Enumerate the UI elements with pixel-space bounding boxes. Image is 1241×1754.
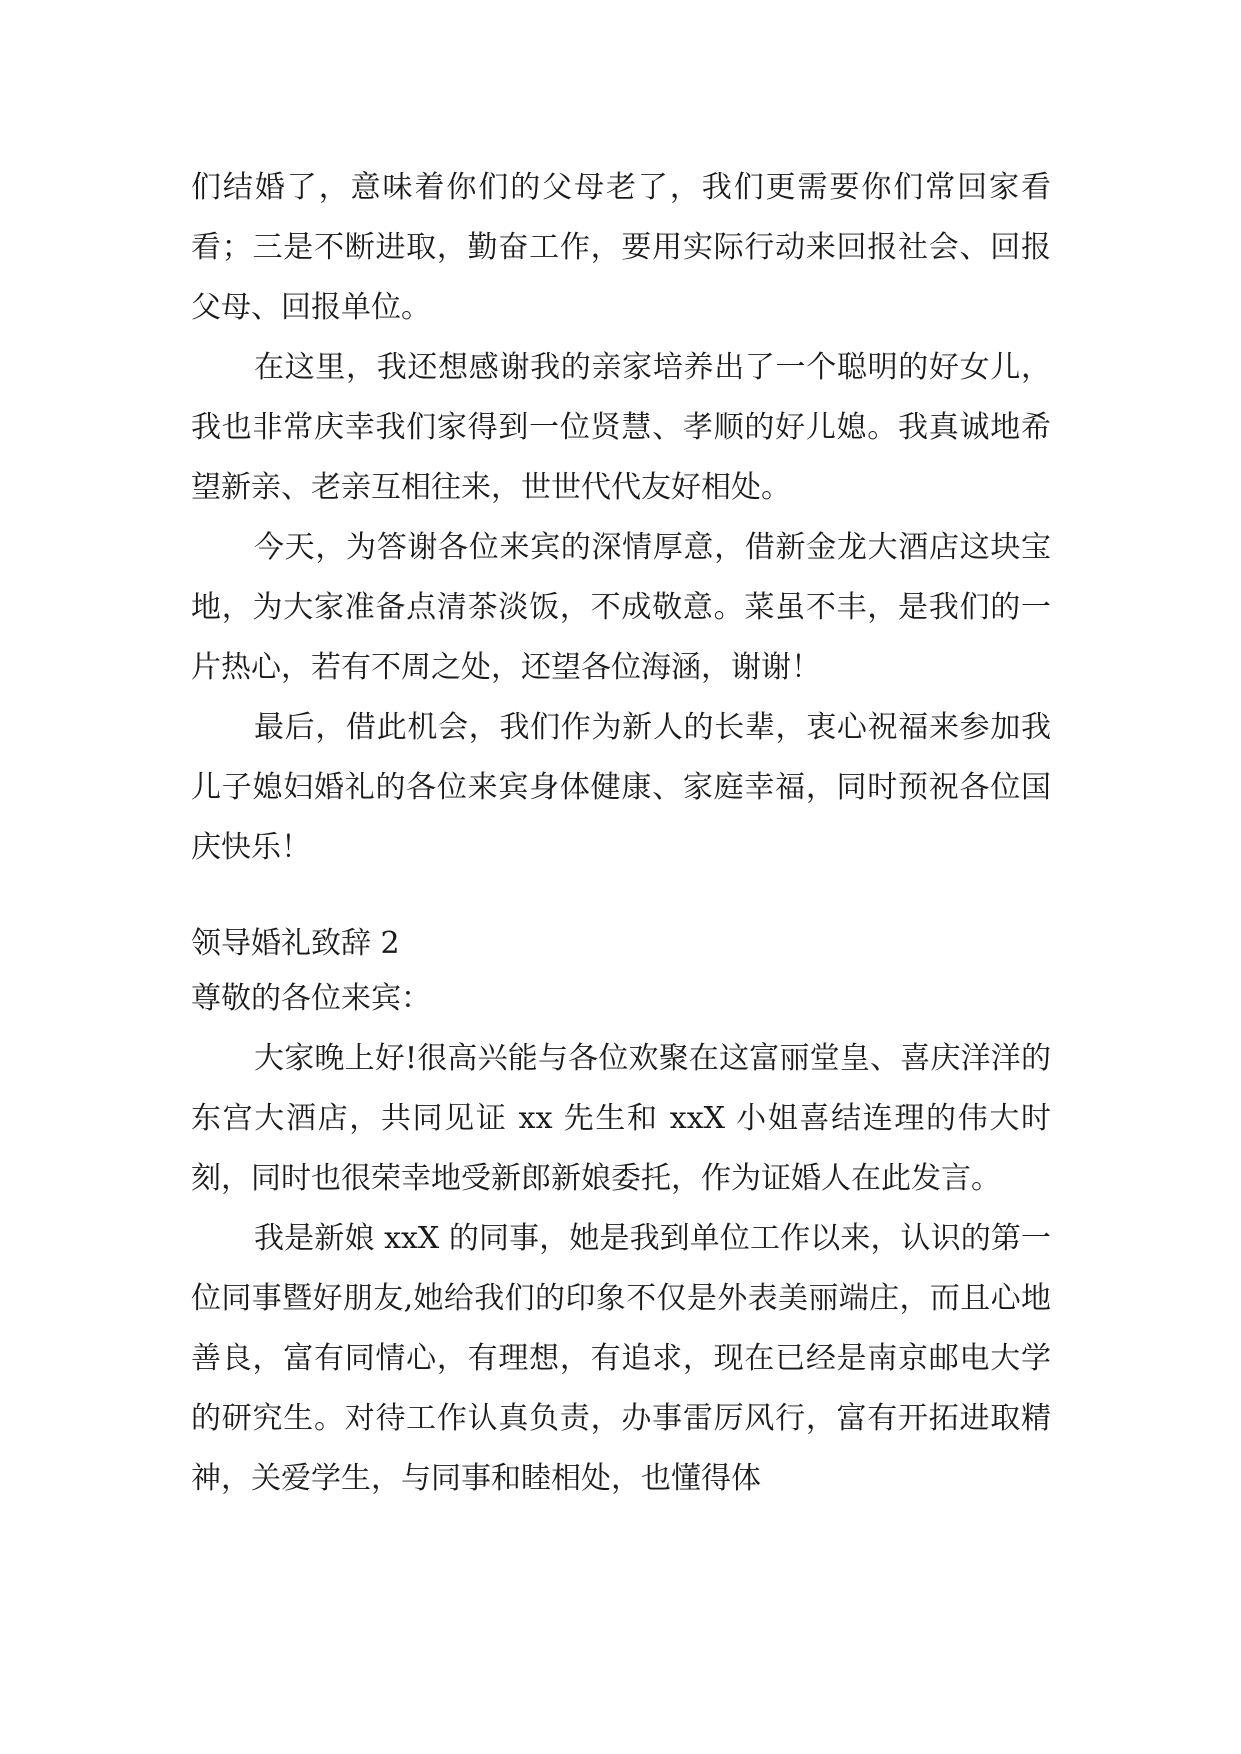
section-heading: 领导婚礼致辞 2 (191, 926, 400, 961)
paragraph-5: 大家晚上好!很高兴能与各位欢聚在这富丽堂皇、喜庆洋洋的东宫大酒店，共同见证 xx 先生和 xxX 小姐喜结连理的伟大时刻，同时也很荣幸地受新郎新娘委托，作为证婚人在此发言。 (191, 1041, 1051, 1196)
paragraph-1: 们结婚了，意味着你们的父母老了，我们更需要你们常回家看看；三是不断进取，勤奋工作，要用实际行动来回报社会、回报父母、回报单位。 (191, 170, 1051, 325)
paragraph-4: 最后，借此机会，我们作为新人的长辈，衷心祝福来参加我儿子媳妇婚礼的各位来宾身体健康、家庭幸福，同时预祝各位国庆快乐！ (191, 710, 1051, 865)
salutation: 尊敬的各位来宾： (191, 981, 431, 1016)
paragraph-6: 我是新娘 xxX 的同事，她是我到单位工作以来，认识的第一位同事暨好朋友,她给我们的印象不仅是外表美丽端庄，而且心地善良，富有同情心，有理想，有追求，现在已经是南京邮电大学的研究生。对待工作认真负责，办事雷厉风行，富有开拓进取精神，关爱学生，与同事和睦相处，也懂得体 (191, 1221, 1051, 1496)
paragraph-3: 今天，为答谢各位来宾的深情厚意，借新金龙大酒店这块宝地，为大家准备点清茶淡饭，不成敬意。菜虽不丰，是我们的一片热心，若有不周之处，还望各位海涵，谢谢！ (191, 530, 1051, 685)
paragraph-2: 在这里，我还想感谢我的亲家培养出了一个聪明的好女儿，我也非常庆幸我们家得到一位贤慧、孝顺的好儿媳。我真诚地希望新亲、老亲互相往来，世世代代友好相处。 (191, 350, 1051, 505)
speech-continuation (191, 158, 1051, 878)
speech-2 (191, 919, 1051, 1509)
